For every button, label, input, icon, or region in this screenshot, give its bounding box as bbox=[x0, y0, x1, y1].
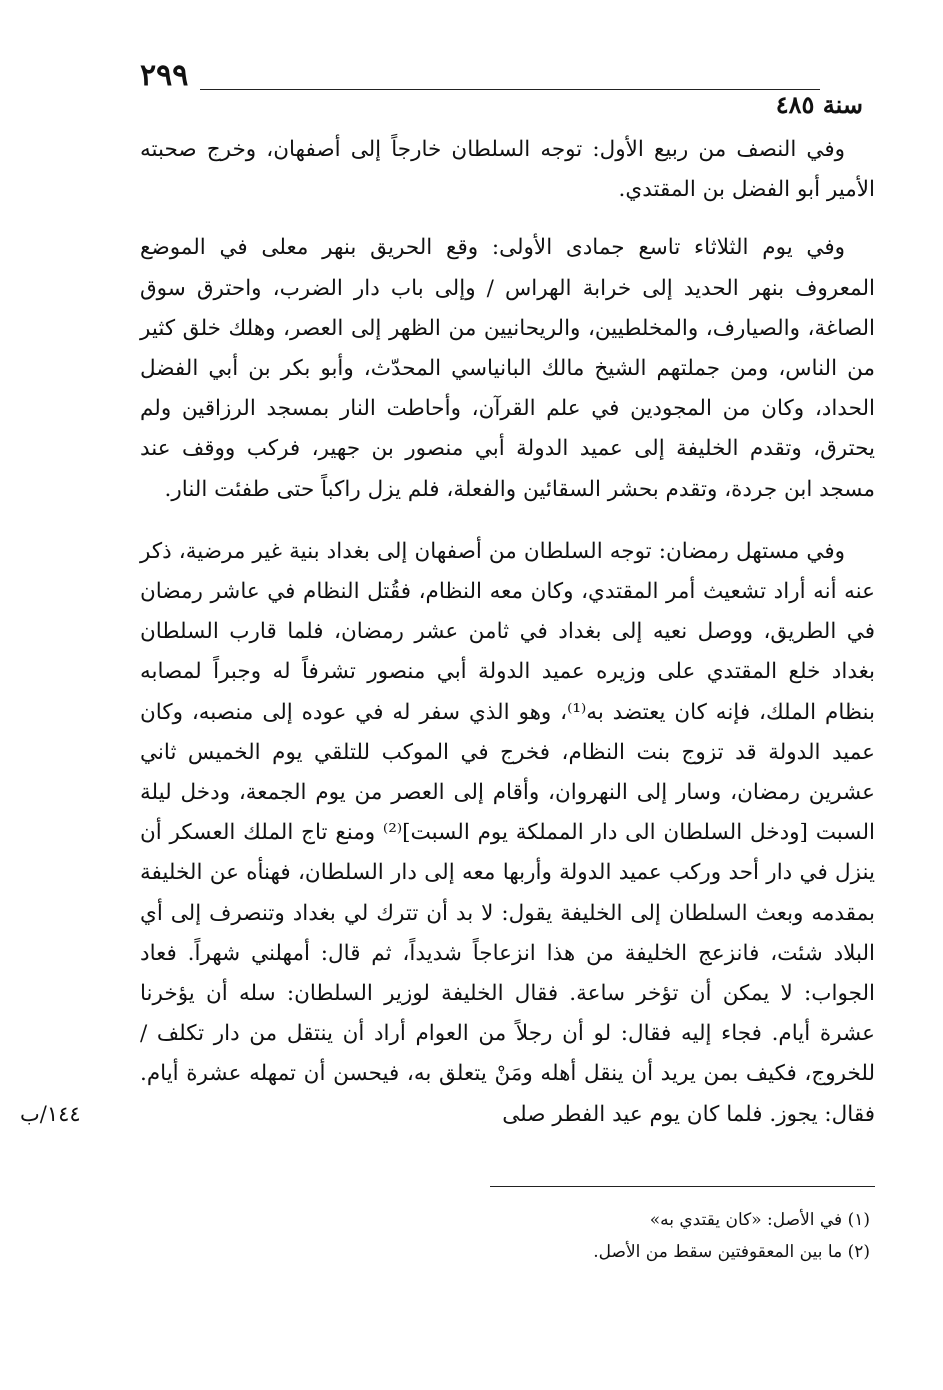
paragraph-fire-jumada: وفي يوم الثلاثاء تاسع جمادى الأولى: وقع الحريق بنهر معلى في الموضع المعروف بنهر الحديد إلى خرابة الهراس / وإلى باب دار الضرب، واحترق سوق الصاغة، والصيارف، والمخلطيين، والريحانيين من الظهر إلى العصر، وهلك خلق كثير من الناس، ومن جملتهم الشيخ مالك البانياسي المحدّث، وأبو بكر بن أبي الفضل الحداد، وكان من المجودين في علم القرآن، وأحاطت النار بمسجد الرزاقين ولم يحترق، وتقدم الخليفة إلى عميد الدولة أبي منصور بن جهير، فركب ووقف عند مسجد ابن جردة، وتقدم بحشر السقائين والفعلة، فلم يزل راكباً حتى طفئت النار. bbox=[140, 235, 875, 502]
footnotes bbox=[400, 1204, 870, 1268]
header-rule bbox=[200, 89, 820, 90]
footnote-rule bbox=[490, 1186, 875, 1187]
footnote-1: (١) في الأصل: «كان يقتدي به» bbox=[649, 1210, 870, 1230]
running-header-year: سنة ٤٨٥ bbox=[775, 90, 863, 119]
paragraph-rabi-al-awwal: وفي النصف من ربيع الأول: توجه السلطان خارجاً إلى أصفهان، وخرج صحبته الأمير أبو الفضل بن المقتدي. bbox=[140, 137, 875, 203]
main-text bbox=[140, 130, 875, 1157]
manuscript-folio-note: ١٤٤/ب bbox=[20, 1102, 81, 1126]
page-number: ٢٩٩ bbox=[140, 58, 189, 93]
paragraph-ramadan: وفي مستهل رمضان: توجه السلطان من أصفهان إلى بغداد بنية غير مرضية، ذكر عنه أنه أراد تشعيث أمر المقتدي، وكان معه النظام، فقُتل النظام في عاشر رمضان في الطريق، ووصل نعيه إلى بغداد في ثامن عشر رمضان، فلما قارب السلطان بغداد خلع المقتدي على وزيره عميد الدولة أبي منصور تشرفاً له وجبراً لمصابه بنظام الملك، فإنه كان يعتضد به⁽¹⁾، وهو الذي سفر له في عوده إلى منصبه، وكان عميد الدولة قد تزوج بنت النظام، فخرج في الموكب للتلقي يوم الخميس ثاني عشرين رمضان، وسار إلى النهروان، وأقام إلى العصر من يوم الجمعة، ودخل ليلة السبت [ودخل السلطان الى دار المملكة يوم السبت]⁽²⁾ ومنع تاج الملك العسكر أن ينزل في دار أحد وركب عميد الدولة وأربها معه إلى دار السلطان، فهنأه عن الخليفة بمقدمه وبعث السلطان إلى الخليفة يقول: لا بد أن تترك لي بغداد وتنصرف إلى أي البلاد شئت، فانزعج الخليفة من هذا انزعاجاً شديداً، ثم قال: أمهلني شهراً. فعاد الجواب: لا يمكن أن تؤخر ساعة. فقال الخليفة لوزير السلطان: سله أن يؤخرنا عشرة أيام. فجاء إليه فقال: لو أن رجلاً من العوام أراد أن ينتقل من دار تكلف / للخروج، فكيف بمن يريد أن ينقل أهله ومَنْ يتعلق به، فيحسن أن تمهله عشرة أيام. فقال: يجوز. فلما كان يوم عيد الفطر صلى bbox=[140, 538, 875, 1127]
footnote-2: (٢) ما بين المعقوفتين سقط من الأصل. bbox=[593, 1242, 870, 1262]
